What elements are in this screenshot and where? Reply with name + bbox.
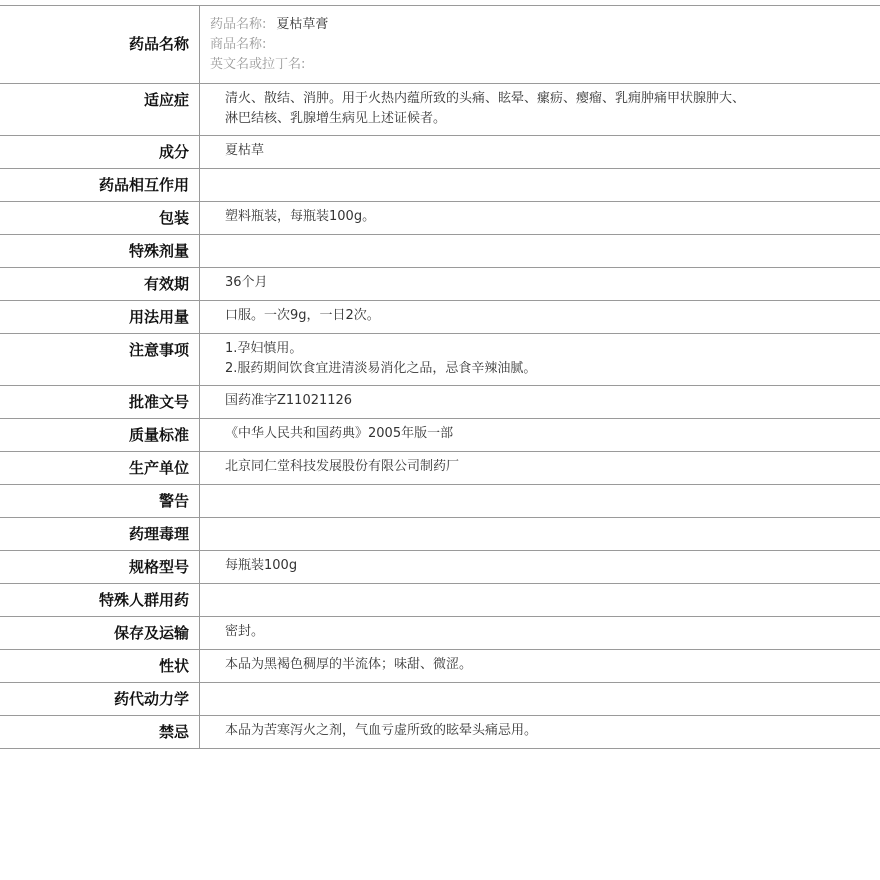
row-value bbox=[200, 386, 880, 418]
table-row-quality-standard bbox=[0, 419, 880, 452]
row-value bbox=[200, 202, 880, 234]
table-row-pharmacology bbox=[0, 518, 880, 551]
value-line: 密封。 bbox=[225, 624, 265, 639]
value-line: 2.服药期间饮食宜进清淡易消化之品，忌食辛辣油腻。 bbox=[225, 361, 537, 376]
row-value bbox=[200, 84, 880, 135]
english-name-key: 英文名或拉丁名: bbox=[210, 57, 306, 72]
table-row-pharmacokinetics bbox=[0, 683, 880, 716]
table-row-usage-dosage bbox=[0, 301, 880, 334]
trade-name-key: 商品名称: bbox=[210, 37, 267, 52]
value-line: 每瓶装100g bbox=[225, 558, 298, 573]
row-value bbox=[200, 518, 880, 550]
value-line: 清火、散结、消肿。用于火热内蕴所致的头痛、眩晕、瘰疬、瘿瘤、乳痈肿痛甲状腺肿大、 bbox=[225, 91, 746, 106]
row-value bbox=[200, 334, 880, 385]
row-value bbox=[200, 169, 880, 201]
table-row-storage bbox=[0, 617, 880, 650]
row-label: 药品名称 bbox=[0, 6, 200, 83]
row-value bbox=[200, 485, 880, 517]
generic-name-key: 药品名称: bbox=[210, 17, 267, 32]
value-line: 北京同仁堂科技发展股份有限公司制药厂 bbox=[225, 459, 460, 474]
row-label: 用法用量 bbox=[0, 301, 200, 333]
value-line: 本品为黑褐色稠厚的半流体；味甜、微涩。 bbox=[225, 657, 473, 672]
drug-name-block bbox=[200, 6, 880, 83]
table-row-ingredients bbox=[0, 136, 880, 169]
generic-name-value: 夏枯草膏 bbox=[276, 17, 329, 32]
row-label: 特殊人群用药 bbox=[0, 584, 200, 616]
row-value bbox=[200, 452, 880, 484]
row-label: 批准文号 bbox=[0, 386, 200, 418]
table-row-approval-number bbox=[0, 386, 880, 419]
value-line: 口服。一次9g，一日2次。 bbox=[225, 308, 380, 323]
table-row-indications bbox=[0, 84, 880, 136]
row-label: 药代动力学 bbox=[0, 683, 200, 715]
row-value bbox=[200, 268, 880, 300]
value-line: 夏枯草 bbox=[225, 143, 265, 158]
row-label: 药理毒理 bbox=[0, 518, 200, 550]
row-label: 性状 bbox=[0, 650, 200, 682]
generic-name-line bbox=[210, 15, 880, 35]
table-row-drug-name bbox=[0, 6, 880, 84]
table-row-specification bbox=[0, 551, 880, 584]
row-label: 有效期 bbox=[0, 268, 200, 300]
table-row-manufacturer bbox=[0, 452, 880, 485]
value-line: 塑料瓶装，每瓶装100g。 bbox=[225, 209, 376, 224]
trade-name-line bbox=[210, 35, 880, 55]
row-label: 规格型号 bbox=[0, 551, 200, 583]
value-line: 国药准字Z11021126 bbox=[225, 393, 353, 408]
row-label: 质量标准 bbox=[0, 419, 200, 451]
row-value bbox=[200, 683, 880, 715]
row-label: 适应症 bbox=[0, 84, 200, 135]
row-value bbox=[200, 650, 880, 682]
row-value bbox=[200, 136, 880, 168]
row-label: 药品相互作用 bbox=[0, 169, 200, 201]
row-label: 包装 bbox=[0, 202, 200, 234]
row-value bbox=[200, 551, 880, 583]
row-label: 生产单位 bbox=[0, 452, 200, 484]
row-label: 禁忌 bbox=[0, 716, 200, 748]
row-value bbox=[200, 301, 880, 333]
row-value bbox=[200, 419, 880, 451]
row-label: 特殊剂量 bbox=[0, 235, 200, 267]
drug-info-table bbox=[0, 5, 880, 749]
value-line: 《中华人民共和国药典》2005年版一部 bbox=[225, 426, 454, 441]
row-value bbox=[200, 716, 880, 748]
table-row-packaging bbox=[0, 202, 880, 235]
table-row-special-dosage bbox=[0, 235, 880, 268]
table-row-warning bbox=[0, 485, 880, 518]
row-value bbox=[200, 235, 880, 267]
table-row-contraindications bbox=[0, 716, 880, 749]
table-row-drug-interactions bbox=[0, 169, 880, 202]
row-label: 成分 bbox=[0, 136, 200, 168]
table-row-appearance bbox=[0, 650, 880, 683]
table-row-shelf-life bbox=[0, 268, 880, 301]
value-line: 本品为苦寒泻火之剂，气血亏虚所致的眩晕头痛忌用。 bbox=[225, 723, 538, 738]
value-line: 淋巴结核、乳腺增生病见上述证候者。 bbox=[225, 111, 447, 126]
english-name-line bbox=[210, 55, 880, 75]
row-label: 警告 bbox=[0, 485, 200, 517]
row-label: 注意事项 bbox=[0, 334, 200, 385]
row-label: 保存及运输 bbox=[0, 617, 200, 649]
value-line: 36个月 bbox=[225, 275, 268, 290]
table-row-special-population bbox=[0, 584, 880, 617]
row-value bbox=[200, 584, 880, 616]
row-value bbox=[200, 617, 880, 649]
table-row-precautions bbox=[0, 334, 880, 386]
value-line: 1.孕妇慎用。 bbox=[225, 341, 303, 356]
